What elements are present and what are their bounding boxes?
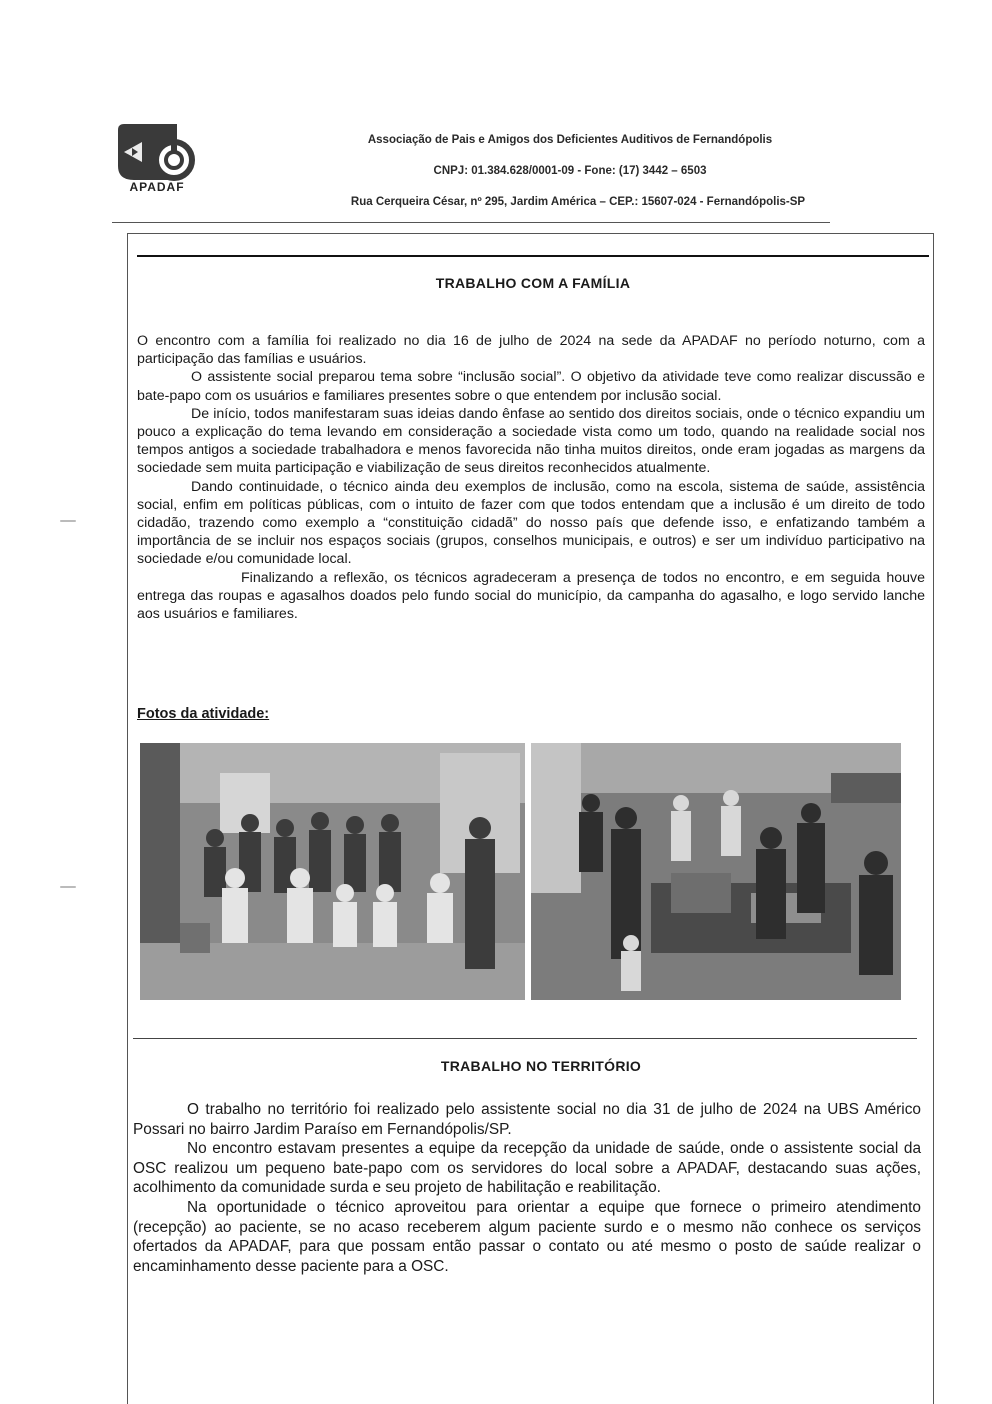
address: Rua Cerqueira César, nº 295, Jardim América – CEP.: 15607-024 - Fernandópolis-SP (350, 196, 806, 208)
section-body-familia (137, 332, 925, 623)
paragraph: Dando continuidade, o técnico ainda deu exemplos de inclusão, como na escola, sistema de saúde, assistência social, enfim em políticas públicas, com o intuito de fazer com que todos entendam que a inclusão é um direito de todo cidadão, trazendo como exemplo a “constituição cidadã” do nosso país que defende isso, e enfatizando também a importância de se incluir nos espaços sociais (grupos, conselhos municipais, e outros) e ser um indivíduo participativo na sociedade e/ou comunidade local. (137, 478, 925, 568)
activity-photo-group (140, 743, 525, 1000)
cnpj-phone: CNPJ: 01.384.628/0001-09 - Fone: (17) 3442 – 6503 (433, 165, 707, 177)
scan-mark (60, 886, 76, 888)
section-divider (137, 255, 929, 257)
section-title-familia: TRABALHO COM A FAMÍLIA (435, 275, 631, 291)
scan-mark (60, 520, 76, 522)
header-divider (112, 222, 830, 223)
paragraph: O encontro com a família foi realizado no dia 16 de julho de 2024 na sede da APADAF no período noturno, com a participação das famílias e usuários. (137, 333, 925, 368)
logo-text: APADAF (129, 180, 185, 194)
org-name: Associação de Pais e Amigos dos Deficientes Auditivos de Fernandópolis (367, 134, 773, 146)
paragraph: Na oportunidade o técnico aproveitou para orientar a equipe que fornece o primeiro atendimento (recepção) ao paciente, se no acaso receberem algum paciente surdo e o mesmo não conhece os serviços ofertados da APADAF, para que possam então passar o contato ou até mesmo o posto de saúde realizar o encaminhamento desse paciente para a OSC. (133, 1198, 921, 1275)
section-divider (133, 1038, 917, 1039)
paragraph: Finalizando a reflexão, os técnicos agradeceram a presença de todos no encontro, e em seguida houve entrega das roupas e agasalhos doados pelo fundo social do município, da campanha do agasalho, e logo servido lanche aos usuários e familiares. (137, 569, 925, 623)
activity-photo-donations (531, 743, 901, 1000)
letterhead (0, 0, 992, 230)
photos-label: Fotos da atividade: (137, 706, 270, 722)
section-body-territorio (133, 1100, 921, 1276)
paragraph: O trabalho no território foi realizado pelo assistente social no dia 31 de julho de 2024 na UBS Américo Possari no bairro Jardim Paraíso em Fernandópolis/SP. (133, 1101, 921, 1138)
paragraph: No encontro estavam presentes a equipe da recepção da unidade de saúde, onde o assistente social da OSC realizou um pequeno bate-papo com os servidores do local sobre a APADAF, destacando suas ações, acolhimento da comunidade surda e seu projeto de habilitação e reabilitação. (133, 1140, 921, 1197)
paragraph: De início, todos manifestaram suas ideias dando ênfase ao sentido dos direitos sociais, onde o técnico expandiu um pouco a explicação do tema levando em consideração a sociedade vista como um todo, quando na realidade social nos tempos antigos a sociedade trabalhadora e menos favorecida não tinha muitos direitos, onde eram jogadas as margens da sociedade sem muita participação e viabilização de seus direitos reconhecidos atualmente. (137, 405, 925, 477)
section-title-territorio: TRABALHO NO TERRITÓRIO (440, 1058, 642, 1074)
paragraph: O assistente social preparou tema sobre “inclusão social”. O objetivo da atividade teve como realizar discussão e bate-papo com os usuários e familiares presentes sobre o que entendem por inclusão social. (137, 369, 925, 404)
